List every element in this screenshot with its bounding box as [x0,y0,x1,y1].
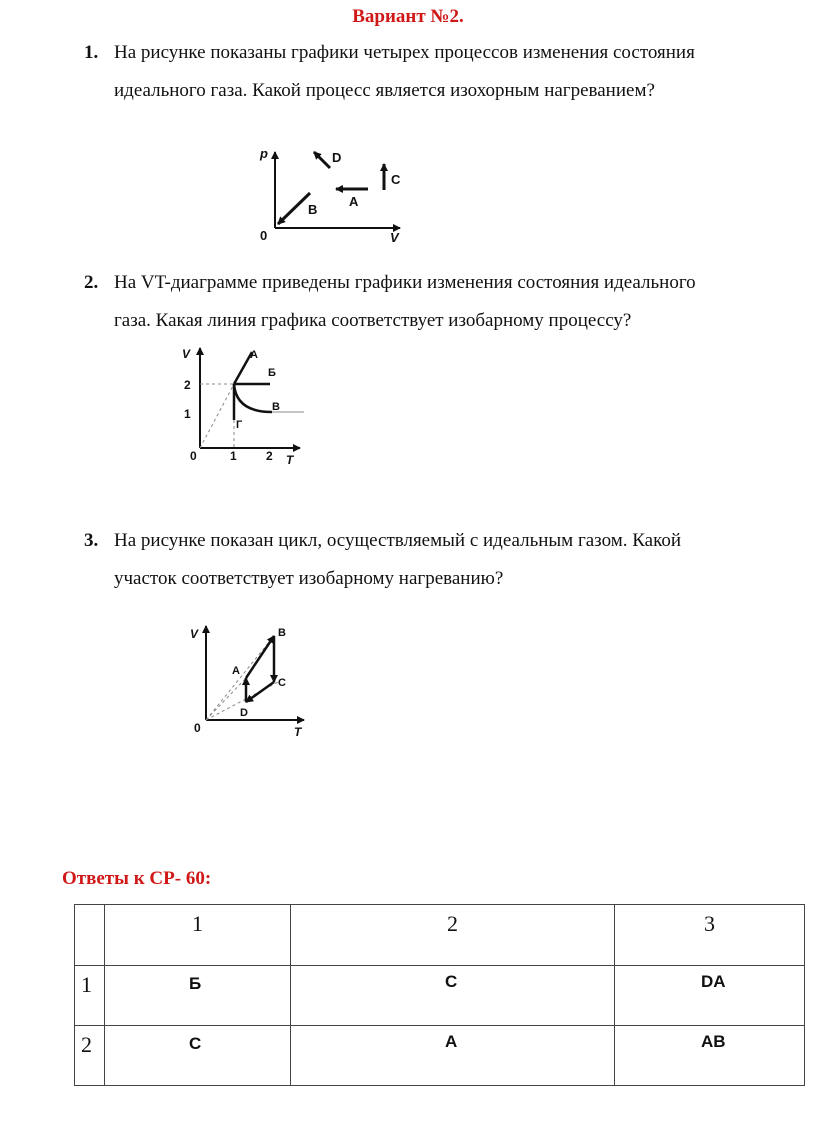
label-a: A [349,194,359,209]
origin-label: 0 [260,228,268,243]
x-tick-1: 1 [230,449,237,463]
segment-ab [246,636,274,678]
question-text-line2: газа. Какая линия графика соответствует изобарному процессу? [114,310,632,331]
column-header: 2 [291,905,615,966]
label-d: D [332,150,342,165]
label-d: D [240,707,248,719]
origin-label: 0 [190,449,197,463]
row-header: 2 [75,1026,105,1086]
label-g: Г [236,419,243,431]
segment-cd [246,682,274,702]
question-1 [84,34,816,110]
page-title: Вариант №2. [352,6,464,27]
answers-table [74,904,805,1086]
axis-label-v: V [190,627,199,641]
process-d-arrow [314,152,330,168]
axis-label-v: V [182,347,191,361]
axis-label-t: T [294,725,302,739]
question-2 [84,264,816,340]
label-c: C [278,677,286,689]
x-tick-2: 2 [266,449,273,463]
table-cell: DA [615,966,805,1026]
question-number: 2. [84,272,99,293]
column-header: 1 [105,905,291,966]
axis-label-v: V [390,230,399,245]
label-a: А [250,349,258,361]
dashed-extension [200,384,234,448]
column-header: 3 [615,905,805,966]
table-cell: А [291,1026,615,1086]
answers-title: Ответы к СР- 60: [62,868,212,889]
y-tick-2: 2 [184,378,191,392]
question-number: 1. [84,42,99,63]
figure-vt-diagram [172,340,312,468]
question-number: 3. [84,530,99,551]
table-corner-cell [75,905,105,966]
label-a: A [232,665,240,677]
axis-label-p: p [260,146,268,161]
question-3 [84,522,816,598]
label-b: B [278,627,286,639]
origin-label: 0 [194,721,201,735]
table-row [75,1026,805,1086]
question-text-line1: На VT-диаграмме приведены графики изменения состояния идеального [114,272,696,293]
question-text-line2: идеального газа. Какой процесс является изохорным нагреванием? [114,80,655,101]
process-b-arrow [278,193,310,224]
label-v: В [272,401,280,413]
figure-pv-diagram [250,138,420,248]
row-header: 1 [75,966,105,1026]
table-cell: С [291,966,615,1026]
table-cell: АВ [615,1026,805,1086]
line-v [234,384,272,412]
question-text-line2: участок соответствует изобарному нагреванию? [114,568,504,589]
figure-cycle-vt [186,620,316,744]
label-c: C [391,172,401,187]
table-header-row [75,905,805,966]
label-b: Б [268,367,276,379]
table-cell: Б [105,966,291,1026]
table-row [75,966,805,1026]
question-text-line1: На рисунке показаны графики четырех процессов изменения состояния [114,42,695,63]
y-tick-1: 1 [184,407,191,421]
label-b: B [308,202,318,217]
question-text-line1: На рисунке показан цикл, осуществляемый с идеальным газом. Какой [114,530,682,551]
axis-label-t: T [286,453,294,467]
table-cell: С [105,1026,291,1086]
